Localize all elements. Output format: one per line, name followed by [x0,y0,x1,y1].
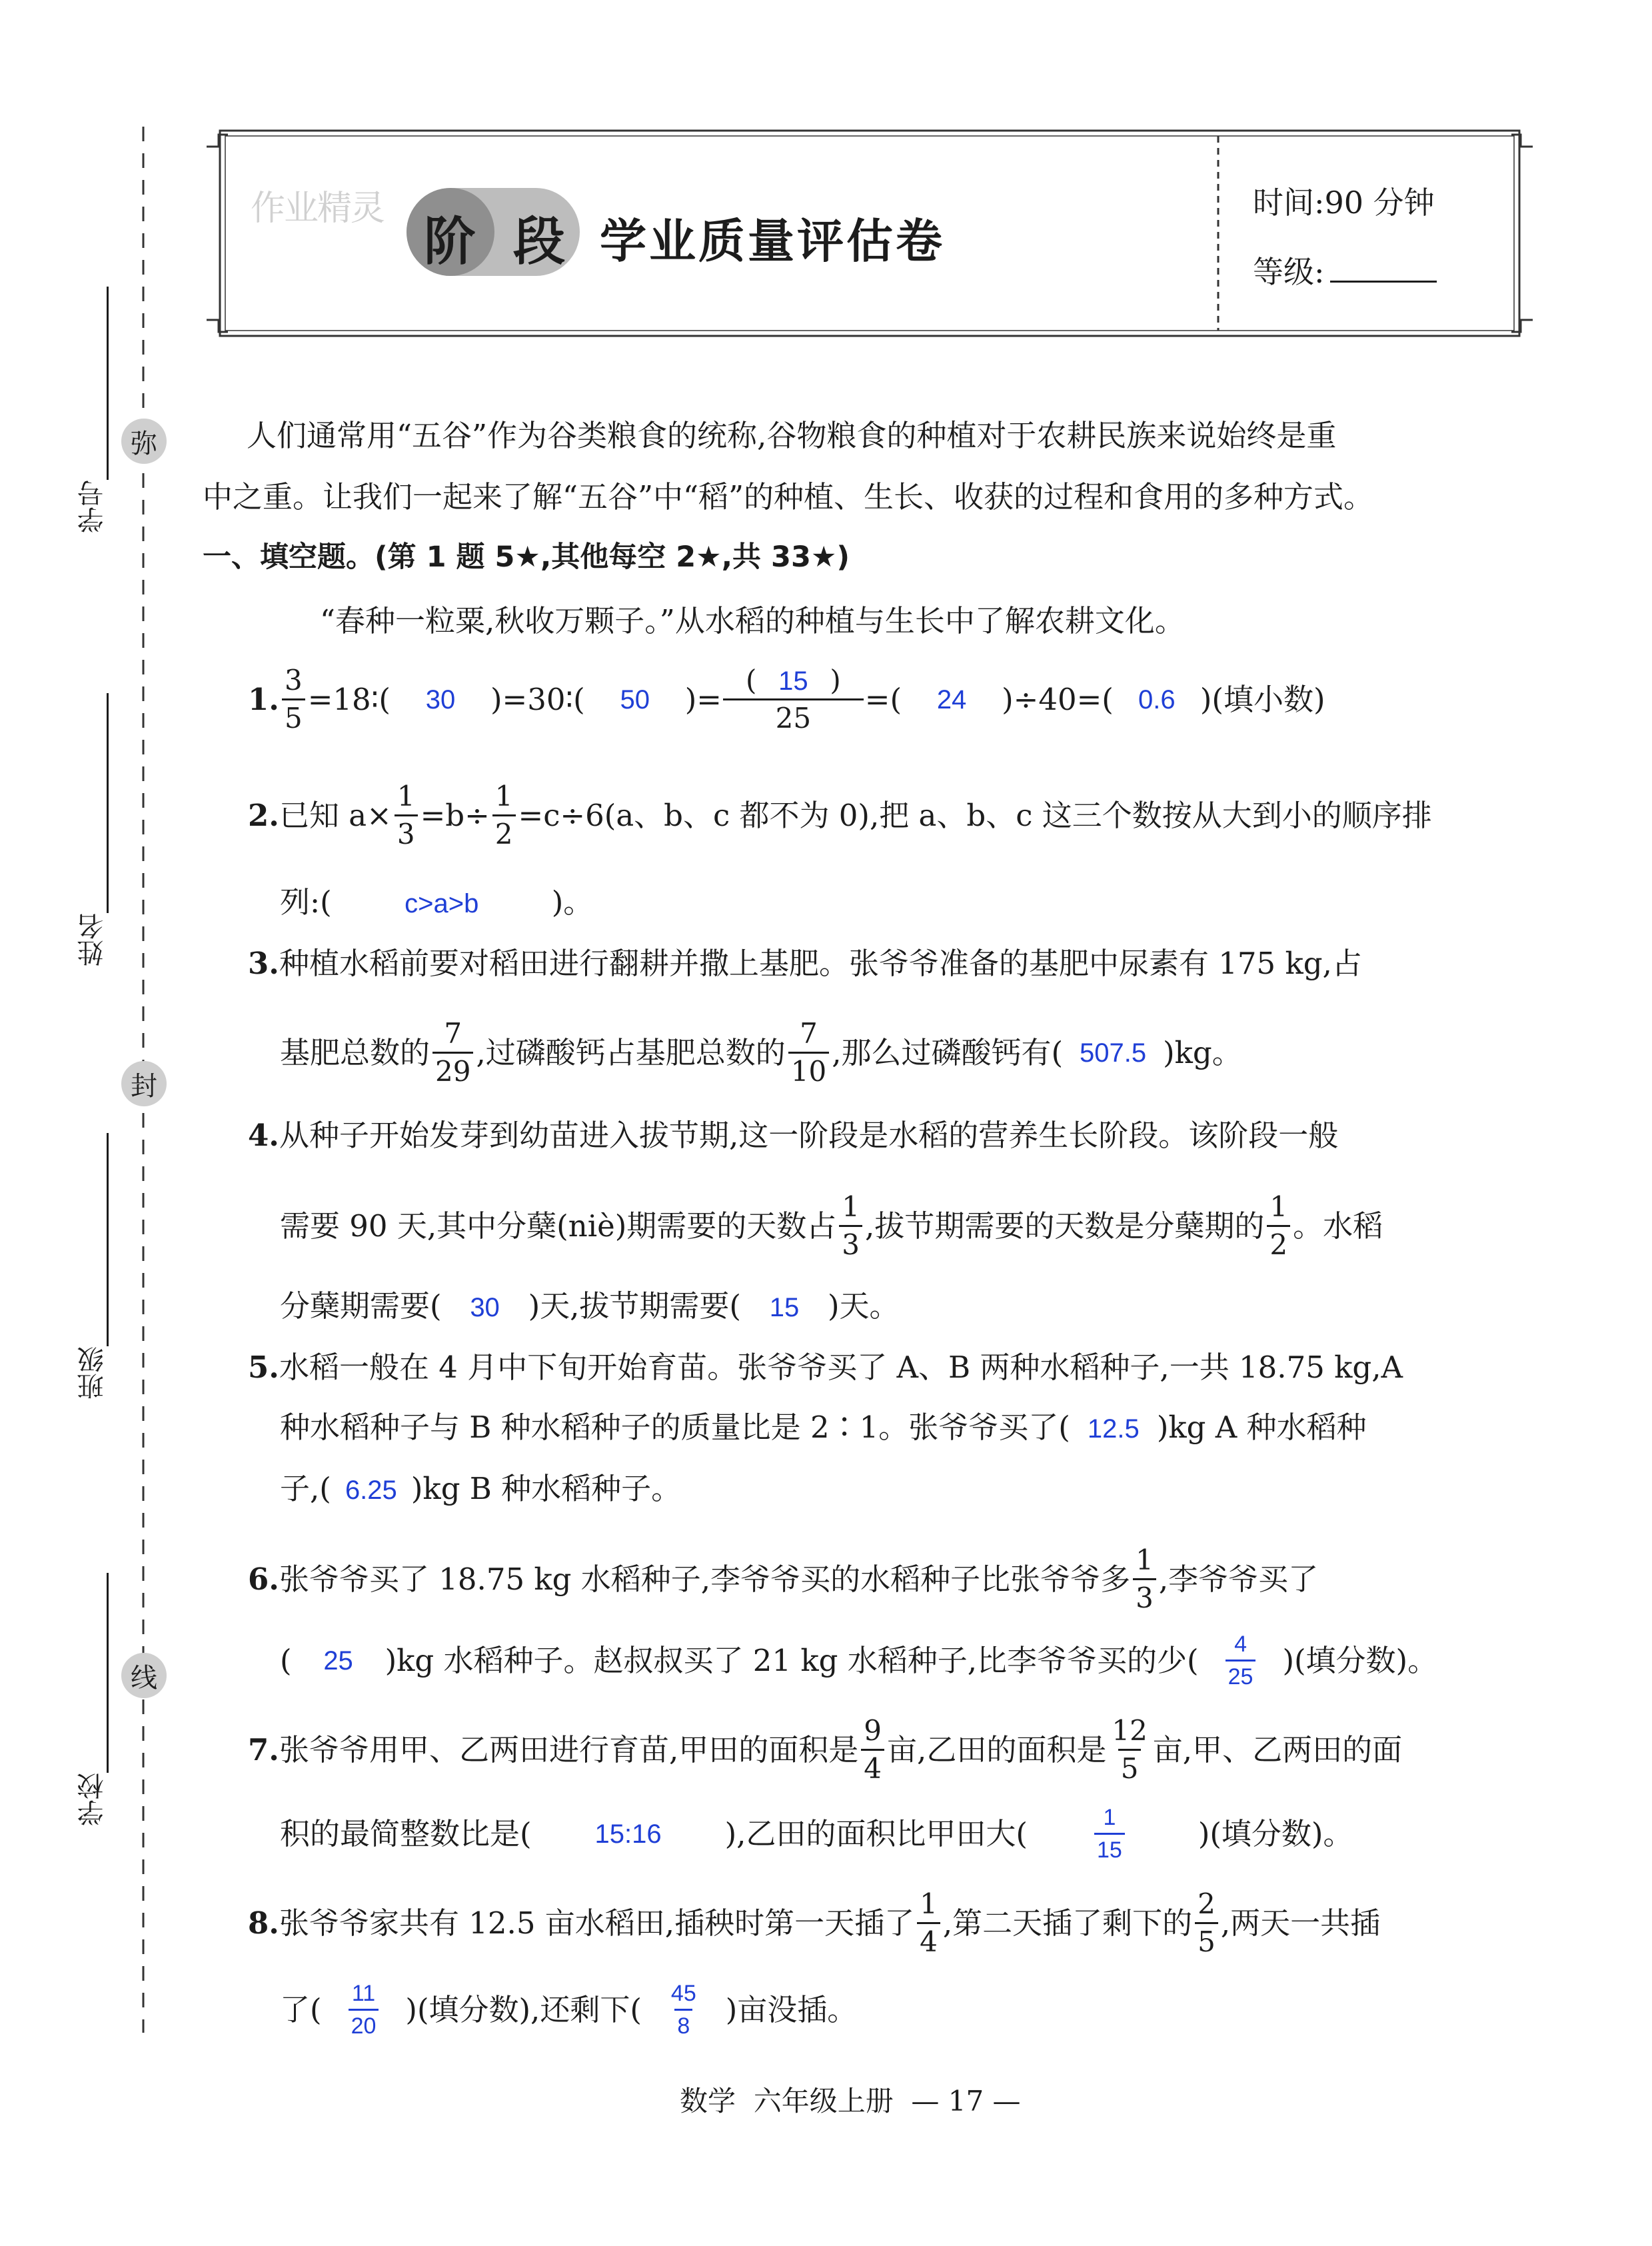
stage-char-2: 段 [513,211,566,272]
watermark-text: 作业精灵 [251,189,385,228]
grade-label [1253,248,1437,292]
question-4-line-1: 4.从种子开始发芽到幼苗进入拔节期,这一阶段是水稻的营养生长阶段。该阶段一般 [248,1118,1339,1153]
question-1: 1. $\frac{3}{5}$ =18∶( 30 )=30∶( 50 )= $\frac{( 15 )}{25}$ =( 24 )÷40=( 0.6 )(填小数) [248,664,1325,734]
student-id-line [107,287,109,480]
question-number: 1. [248,681,279,717]
answer-blank[interactable]: 25 [323,1646,353,1676]
grade-blank [1330,255,1437,283]
exam-title: 学业质量评估卷 [600,213,945,269]
question-number: 5. [248,1350,279,1385]
question-2: 2. 已知 a× $\frac{1}{3}$ =b÷ $\frac{1}{2}$ =c÷6(a、b、c 都不为 0),把 a、b、c 这三个数按从大到小的顺序排 [248,780,1432,850]
class-label: 班级 [77,1346,108,1400]
grade-label-text: 等级: [1253,254,1325,290]
intro-line-1: 人们通常用“五谷”作为谷类粮食的统称,谷物粮食的种植对于农耕民族来说始终是重 [247,418,1337,453]
stage-char-1: 阶 [424,211,476,272]
answer-fraction[interactable]: $\frac{11}{20}$ [349,1982,379,2037]
fraction: $\frac{1}{2}$ [492,782,516,848]
name-line [107,693,109,913]
answer-fraction[interactable]: $\frac{45}{8}$ [670,1981,696,2039]
fraction: $\frac{3}{5}$ [282,666,305,732]
question-7-line-2: 积的最简整数比是( 15:16 ),乙田的面积比甲田大( $\frac{1}{15}$ )(填分数)。 [280,1805,1353,1863]
fraction: $\frac{1}{2}$ [1267,1193,1290,1259]
fraction: $\frac{2}{5}$ [1195,1890,1218,1956]
intro-line-2: 中之重。让我们一起来了解“五谷”中“稻”的种植、生长、收获的过程和食用的多种方式。 [203,479,1374,515]
fraction: $\frac{1}{3}$ [1133,1546,1156,1612]
fraction: $\frac{7}{29}$ [432,1020,473,1086]
answer-blank[interactable]: 6.25 [345,1476,397,1505]
answer-fraction[interactable]: $\frac{4}{25}$ [1226,1633,1256,1688]
fraction: $\frac{7}{10}$ [788,1020,829,1086]
question-8-line-2: 了( $\frac{11}{20}$ )(填分数),还剩下( $\frac{45}{8}$ )亩没插。 [280,1981,858,2039]
answer-blank[interactable]: c>a>b [405,889,479,918]
question-6-line-2: ( 25 )kg 水稻种子。赵叔叔买了 21 kg 水稻种子,比李爷爷买的少( $\frac{4}{25}$ )(填分数)。 [280,1632,1438,1689]
question-number: 2. [248,797,279,833]
question-5-line-3: 子,( 6.25 )kg B 种水稻种子。 [280,1470,681,1509]
answer-blank[interactable]: 30 [470,1293,500,1322]
school-label: 学校 [77,1773,108,1826]
seal-xian: 线 [121,1653,167,1698]
answer-blank[interactable]: 30 [425,684,456,714]
question-3-line-2: 基肥总数的 $\frac{7}{29}$ ,过磷酸钙占基肥总数的 $\frac{7}{10}$ ,那么过磷酸钙有( 507.5 )kg。 [280,1017,1242,1088]
seal-feng: 封 [121,1061,167,1106]
fraction-with-blank: $\frac{( 15 )}{25}$ [726,666,861,732]
name-label: 姓名 [77,913,108,966]
fraction: $\frac{9}{4}$ [861,1717,884,1783]
answer-blank[interactable]: 24 [936,684,967,714]
question-8-line-1: 8. 张爷爷家共有 12.5 亩水稻田,插秧时第一天插了 $\frac{1}{4}$ ,第二天插了剩下的 $\frac{2}{5}$ ,两天一共插 [248,1887,1381,1958]
class-line [107,1133,109,1346]
question-5-line-1: 5.水稻一般在 4 月中下旬开始育苗。张爷爷买了 A、B 两种水稻种子,一共 18.75 kg,A [248,1350,1403,1385]
question-number: 3. [248,946,279,981]
student-id-label: 学号 [77,480,108,533]
question-7-line-1: 7. 张爷爷用甲、乙两田进行育苗,甲田的面积是 $\frac{9}{4}$ 亩,乙田的面积是 $\frac{12}{5}$ 亩,甲、乙两田的面 [248,1714,1403,1785]
answer-blank[interactable]: 507.5 [1080,1038,1147,1068]
seal-mi: 弥 [121,419,167,464]
answer-blank[interactable]: 15 [769,1293,800,1322]
page-footer: 数学 六年级上册 — 17 — [680,2085,1021,2117]
answer-blank[interactable]: 15 [778,666,808,696]
answer-blank[interactable]: 0.6 [1138,684,1176,714]
question-4-line-2: 需要 90 天,其中分蘖(niè)期需要的天数占 $\frac{1}{3}$ ,拔节期需要的天数是分蘖期的 $\frac{1}{2}$ 。水稻 [280,1190,1383,1261]
school-line [107,1573,109,1773]
answer-fraction[interactable]: $\frac{1}{15}$ [1094,1806,1125,1861]
answer-blank[interactable]: 50 [620,684,650,714]
fraction: $\frac{1}{3}$ [839,1193,862,1259]
question-3-line-1: 3.种植水稻前要对稻田进行翻耕并撒上基肥。张爷爷准备的基肥中尿素有 175 kg,占 [248,946,1362,981]
question-number: 6. [248,1561,279,1597]
time-label: 时间:90 分钟 [1253,185,1435,221]
question-number: 4. [248,1118,279,1153]
fraction: $\frac{12}{5}$ [1112,1714,1148,1785]
fraction: $\frac{1}{3}$ [395,782,418,848]
question-number: 8. [248,1905,279,1941]
question-5-line-2: 种水稻种子与 B 种水稻种子的质量比是 2∶1。张爷爷买了( 12.5 )kg A 种水稻种 [280,1409,1367,1448]
question-4-line-3: 分蘖期需要( 30 )天,拔节期需要( 15 )天。 [280,1288,900,1326]
question-2-line-2: 列:( c>a>b )。 [280,884,593,922]
question-6-line-1: 6. 张爷爷买了 18.75 kg 水稻种子,李爷爷买的水稻种子比张爷爷多 $\frac{1}{3}$ ,李爷爷买了 [248,1544,1319,1614]
fraction: $\frac{1}{4}$ [917,1890,940,1956]
answer-blank[interactable]: 12.5 [1087,1414,1140,1444]
section-heading: 一、填空题。(第 1 题 5★,其他每空 2★,共 33★) [203,541,850,574]
answer-blank[interactable]: 15:16 [594,1819,662,1849]
question-number: 7. [248,1731,279,1767]
section-quote: “春种一粒粟,秋收万颗子。”从水稻的种植与生长中了解农耕文化。 [320,603,1185,638]
